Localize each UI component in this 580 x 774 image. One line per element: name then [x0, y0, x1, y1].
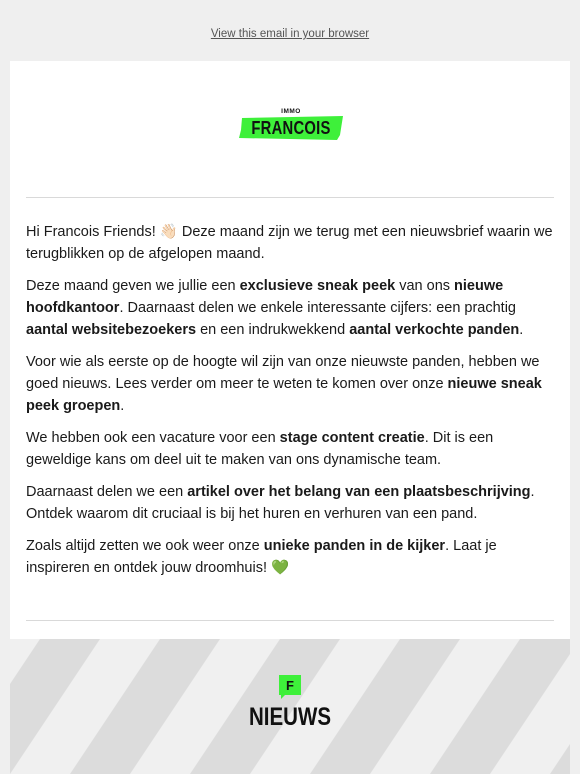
paragraph-properties: Zoals altijd zetten we ook weer onze unieke panden in de kijker. Laat je inspireren en ontdek jouw droomhuis! 💚 — [26, 538, 497, 576]
logo-small-text: IMMO — [281, 108, 301, 115]
logo-main-text: FRANCOIS — [251, 117, 331, 138]
paragraph-sneak-peek: Deze maand geven we jullie een exclusieve sneak peek van ons nieuwe hoofdkantoor. Daarnaast delen we enkele interessante cijfers: een prachtig aantal websitebezoekers en een indrukwekkend aantal verkochte panden. — [26, 278, 524, 338]
intro-text — [26, 221, 556, 589]
paragraph-article: Daarnaast delen we een artikel over het belang van een plaatsbeschrijving. Ontdek waarom dit cruciaal is bij het huren en verhuren van een pand. — [26, 484, 535, 522]
email-card — [10, 61, 570, 774]
waving-hand-emoji: 👋🏻 — [159, 224, 178, 240]
view-in-browser-link[interactable]: View this email in your browser — [210, 28, 370, 40]
paragraph-vacancy: We hebben ook een vacature voor een stage content creatie. Dit is een geweldige kans om deel uit te maken van ons dynamische team. — [26, 430, 494, 468]
green-heart-emoji: 💚 — [271, 560, 290, 576]
divider-top — [26, 197, 554, 198]
top-bar — [0, 0, 580, 61]
divider-bottom — [26, 620, 554, 621]
paragraph-groups: Voor wie als eerste op de hoogte wil zijn van onze nieuwste panden, hebben we goed nieuws. Lees verder om meer te weten te komen over onze nieuwe sneak peek groepen. — [26, 354, 542, 414]
paragraph-greeting: Hi Francois Friends! 👋🏻 Deze maand zijn we terug met een nieuwsbrief waarin we terugblikken op de afgelopen maand. — [26, 224, 553, 262]
logo-badge — [239, 116, 343, 140]
svg-text:F: F — [286, 678, 294, 693]
immo-francois-logo[interactable] — [239, 108, 343, 144]
nieuws-title: NIEUWS — [249, 703, 331, 731]
francois-f-badge-icon — [279, 675, 301, 699]
